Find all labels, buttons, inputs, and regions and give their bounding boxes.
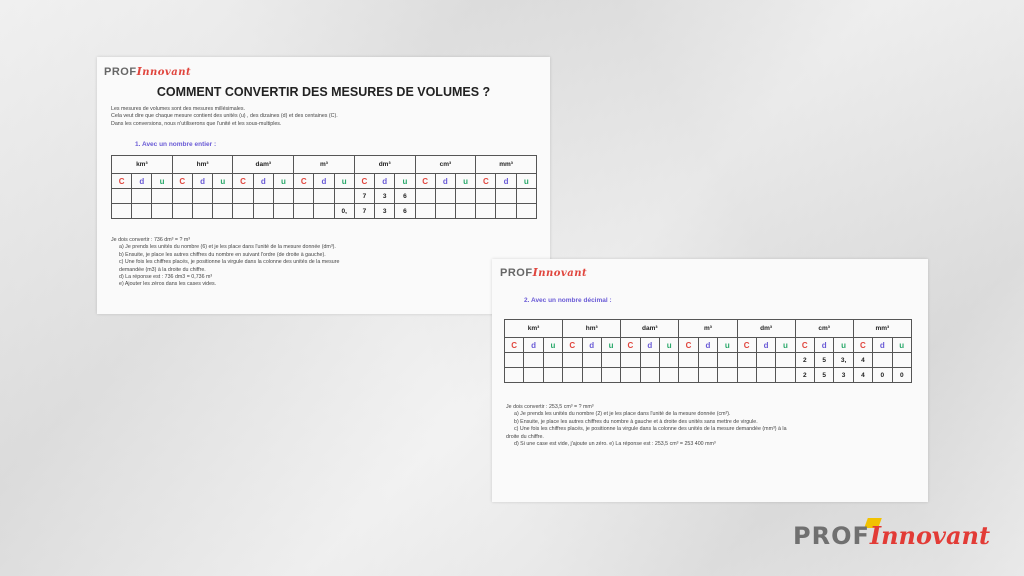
digit-cell [776, 353, 795, 368]
place-cell [192, 174, 212, 189]
digit-cell [233, 204, 253, 219]
place-cell [273, 174, 293, 189]
digit-cell [253, 204, 273, 219]
digit-cell [334, 189, 354, 204]
place-cell [253, 174, 273, 189]
digit-cell: 2 [795, 368, 814, 383]
digit-cell [563, 353, 582, 368]
place-cell [640, 338, 659, 353]
digit-cell [660, 353, 679, 368]
digit-cell [718, 353, 737, 368]
unit-header: hm³ [172, 156, 233, 174]
place-label: u [550, 340, 556, 350]
place-label: d [705, 340, 711, 350]
unit-header: dm³ [737, 320, 795, 338]
place-label: u [666, 340, 672, 350]
place-cell [892, 338, 912, 353]
card-logo: PROFInnovant [500, 266, 588, 279]
digit-cell [660, 368, 679, 383]
place-label: u [463, 176, 469, 186]
unit-header: mm³ [853, 320, 911, 338]
digit-cell [563, 368, 582, 383]
digit-cell: 5 [815, 368, 834, 383]
place-cell [112, 174, 132, 189]
unit-header: dam³ [621, 320, 679, 338]
digit-cell: 2 [795, 353, 814, 368]
place-cell [334, 174, 354, 189]
digit-cell [476, 189, 496, 204]
place-cell [455, 174, 475, 189]
place-cell [815, 338, 834, 353]
place-label: d [139, 176, 145, 186]
place-cell [756, 338, 775, 353]
digit-cell [213, 189, 233, 204]
place-cell [496, 174, 516, 189]
place-cell [718, 338, 737, 353]
digit-cell: 7 [354, 189, 374, 204]
place-cell [776, 338, 795, 353]
digit-cell [505, 353, 524, 368]
place-cell [132, 174, 152, 189]
place-label: C [179, 176, 186, 186]
unit-header: m³ [679, 320, 737, 338]
place-label: C [300, 176, 307, 186]
place-cell [660, 338, 679, 353]
place-label: C [801, 340, 808, 350]
place-label: d [763, 340, 769, 350]
digit-cell [601, 368, 620, 383]
digit-cell [132, 204, 152, 219]
place-label: C [860, 340, 866, 350]
digit-cell [476, 204, 496, 219]
place-label: u [724, 340, 730, 350]
place-cell [516, 174, 536, 189]
digit-cell [640, 368, 659, 383]
digit-cell [543, 353, 562, 368]
place-cell [435, 174, 455, 189]
place-label: C [118, 176, 125, 186]
digit-cell [415, 204, 435, 219]
page-title: COMMENT CONVERTIR DES MESURES DE VOLUMES ? [156, 85, 491, 99]
place-label: u [523, 176, 529, 186]
digit-cell [213, 204, 233, 219]
digit-cell [640, 353, 659, 368]
place-cell [873, 338, 892, 353]
digit-cell [172, 189, 192, 204]
place-label: C [743, 340, 750, 350]
place-label: d [647, 340, 653, 350]
digit-cell [737, 368, 756, 383]
digit-cell [543, 368, 562, 383]
place-cell [543, 338, 562, 353]
digit-cell [756, 353, 775, 368]
digit-cell [718, 368, 737, 383]
place-label: d [879, 340, 885, 350]
digit-cell [455, 204, 475, 219]
place-label: u [402, 176, 408, 186]
digit-cell [233, 189, 253, 204]
place-cell [601, 338, 620, 353]
digit-cell [152, 189, 172, 204]
digit-cell: 3 [834, 368, 853, 383]
digit-cell [496, 189, 516, 204]
place-cell [354, 174, 374, 189]
digit-cell [679, 368, 698, 383]
digit-cell [314, 204, 334, 219]
place-label: C [569, 340, 576, 350]
unit-header: km³ [112, 156, 173, 174]
digit-cell: 5 [815, 353, 834, 368]
digit-cell [516, 204, 536, 219]
digit-cell [524, 368, 543, 383]
place-cell [524, 338, 543, 353]
digit-cell [435, 189, 455, 204]
digit-cell: 0 [873, 368, 892, 383]
digit-cell [698, 353, 717, 368]
place-label: d [531, 340, 536, 350]
unit-header: hm³ [563, 320, 621, 338]
place-cell [563, 338, 582, 353]
place-cell [582, 338, 601, 353]
digit-cell: 3 [375, 204, 395, 219]
digit-cell [455, 189, 475, 204]
place-label: u [281, 176, 286, 186]
digit-cell [273, 189, 293, 204]
brand-logo: PROFInnovant [793, 521, 991, 550]
digit-cell [524, 353, 543, 368]
explanation-text: Je dois convertir : 253,5 cm³ = ? mm³ a) Je prends les unités du nombre (2) et je les place dans l'unité de la mesure donnée (cm³). b) Ensuite, je place les autres chiffres du nombre à gauche et à droite des unités sans mettre de virgule. c) Une fois les chiffres placés, je positionne la virgule dans la colonne des unités de la mesure demandée (mm³) à la droite du chiffre. d) Si une case est vide, j'ajoute un zéro. e) La réponse est : 253,5 cm³ = 253 400 mm³ [506, 404, 787, 448]
card-logo: PROFInnovant [104, 65, 192, 78]
digit-cell [505, 368, 524, 383]
digit-cell [253, 189, 273, 204]
unit-header: mm³ [476, 156, 537, 174]
digit-cell [294, 189, 314, 204]
digit-cell [756, 368, 775, 383]
digit-cell: 4 [853, 368, 872, 383]
digit-cell [873, 353, 892, 368]
digit-cell [582, 353, 601, 368]
digit-cell [679, 353, 698, 368]
digit-cell [172, 204, 192, 219]
place-label: u [220, 176, 226, 186]
place-cell [834, 338, 853, 353]
digit-cell: 4 [853, 353, 872, 368]
worksheet-card-integer [97, 57, 550, 314]
place-cell [395, 174, 415, 189]
place-cell [737, 338, 756, 353]
digit-cell [621, 368, 640, 383]
place-cell [476, 174, 496, 189]
digit-cell: 7 [354, 204, 374, 219]
place-label: u [782, 340, 788, 350]
digit-cell [112, 189, 132, 204]
place-label: d [821, 340, 827, 350]
place-cell [679, 338, 698, 353]
digit-cell [776, 368, 795, 383]
section-heading-integer: 1. Avec un nombre entier : [135, 141, 217, 148]
digit-cell [621, 353, 640, 368]
digit-cell: 0, [334, 204, 354, 219]
digit-cell [314, 189, 334, 204]
place-cell [213, 174, 233, 189]
unit-header: cm³ [415, 156, 476, 174]
place-cell [233, 174, 253, 189]
digit-cell [892, 353, 912, 368]
place-label: C [422, 176, 429, 186]
place-cell [314, 174, 334, 189]
digit-cell [601, 353, 620, 368]
place-label: d [200, 176, 205, 186]
digit-cell: 0 [892, 368, 912, 383]
digit-cell [192, 189, 212, 204]
digit-cell [516, 189, 536, 204]
digit-cell: 3 [375, 189, 395, 204]
place-label: d [260, 176, 266, 186]
place-label: u [899, 340, 905, 350]
place-cell [621, 338, 640, 353]
digit-cell [152, 204, 172, 219]
unit-header: dam³ [233, 156, 294, 174]
place-cell [172, 174, 192, 189]
intro-text: Les mesures de volumes sont des mesures millésimales. Cela veut dire que chaque mesure contient des unités (u) , des dizaines (d) et des centaines (C). Dans les conversions, nous n'utiliserons que l'unité et les sous-multiples. [111, 106, 338, 127]
place-label: d [382, 176, 388, 186]
place-cell [152, 174, 172, 189]
digit-cell [294, 204, 314, 219]
place-label: u [841, 340, 846, 350]
place-label: d [589, 340, 595, 350]
place-cell [505, 338, 524, 353]
place-cell [375, 174, 395, 189]
place-label: C [627, 340, 634, 350]
unit-header: m³ [294, 156, 355, 174]
place-cell [853, 338, 872, 353]
place-cell [795, 338, 814, 353]
digit-cell [273, 204, 293, 219]
place-label: C [361, 176, 368, 186]
place-label: u [341, 176, 347, 186]
place-label: u [608, 340, 614, 350]
place-cell [294, 174, 314, 189]
digit-cell: 6 [395, 204, 415, 219]
place-label: d [442, 176, 448, 186]
place-label: u [159, 176, 165, 186]
conversion-table-decimal [504, 319, 912, 383]
worksheet-card-decimal [492, 259, 928, 502]
digit-cell: 6 [395, 189, 415, 204]
digit-cell [737, 353, 756, 368]
place-label: C [482, 176, 489, 186]
explanation-text: Je dois convertir : 736 dm³ = ? m³ a) Je prends les unités du nombre (6) et je les place dans l'unité de la mesure donnée (dm³). b) Ensuite, je place les autres chiffres du nombre en suivant l'ordre (de droite à gauche). c) Une fois les chiffres placés, je positionne la virgule dans la colonne des unités de la mesure demandée (m3) à la droite du chiffre. d) La réponse est : 736 dm3 = 0,736 m³ e) Ajouter les zéros dans les cases vides. [111, 237, 340, 288]
digit-cell [112, 204, 132, 219]
place-label: C [511, 340, 518, 350]
place-label: d [503, 176, 509, 186]
digit-cell [435, 204, 455, 219]
place-label: d [321, 176, 327, 186]
digit-cell [132, 189, 152, 204]
unit-header: cm³ [795, 320, 853, 338]
digit-cell [698, 368, 717, 383]
place-cell [415, 174, 435, 189]
digit-cell: 3, [834, 353, 853, 368]
unit-header: km³ [505, 320, 563, 338]
digit-cell [496, 204, 516, 219]
section-heading-decimal: 2. Avec un nombre décimal : [524, 297, 612, 304]
digit-cell [415, 189, 435, 204]
unit-header: dm³ [354, 156, 415, 174]
place-cell [698, 338, 717, 353]
digit-cell [582, 368, 601, 383]
place-label: C [240, 176, 246, 186]
digit-cell [192, 204, 212, 219]
conversion-table-integer [111, 155, 537, 219]
place-label: C [685, 340, 692, 350]
